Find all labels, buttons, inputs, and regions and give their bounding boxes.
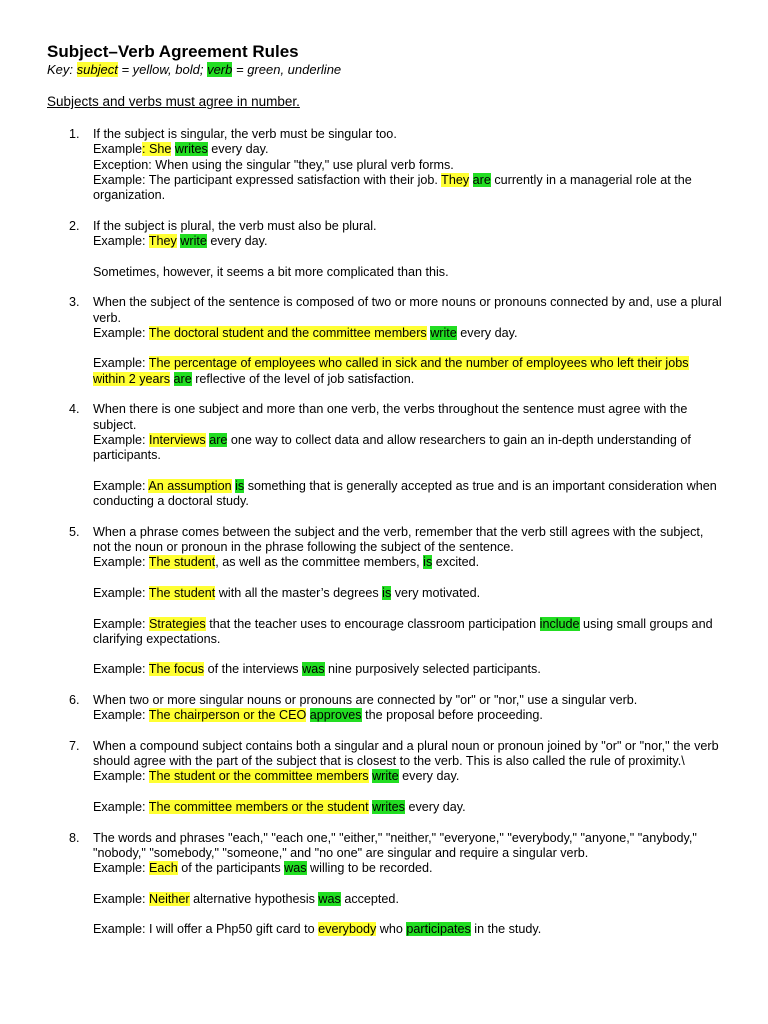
rule-spacer	[47, 280, 737, 295]
paragraph-spacer	[93, 785, 723, 800]
text-segment: with all the master’s degrees	[215, 585, 383, 600]
text-segment: , as well as the committee members,	[215, 555, 424, 570]
key-verb-sample: verb	[207, 62, 233, 77]
text-segment: every day.	[456, 325, 518, 340]
text-segment: Example:	[93, 616, 149, 631]
highlighted-verb: write	[180, 234, 207, 249]
rule-paragraph	[93, 479, 723, 510]
key-middle: = yellow, bold;	[117, 62, 208, 77]
text-segment: willing to be recorded.	[306, 861, 433, 876]
rule-item	[69, 524, 723, 678]
text-segment: Example	[93, 142, 142, 157]
rule-paragraph	[93, 402, 723, 433]
text-segment: Example:	[93, 585, 149, 600]
rule-spacer	[47, 678, 737, 693]
rule-spacer	[47, 203, 737, 218]
text-segment: Example:	[93, 800, 149, 815]
text-segment: Example:	[93, 432, 149, 447]
highlighted-verb: write	[430, 325, 457, 340]
text-segment: using small groups and clarifying expectations.	[93, 616, 713, 646]
text-segment: Example:	[93, 891, 149, 906]
text-segment: Example:	[93, 356, 149, 371]
text-segment: alternative hypothesis	[189, 891, 319, 906]
paragraph-spacer	[93, 571, 723, 586]
rule-number: 3.	[69, 295, 80, 310]
text-segment: Example: The participant expressed satisfaction with their job.	[93, 172, 442, 187]
highlighted-verb: are	[173, 371, 192, 386]
document-page	[47, 42, 737, 938]
text-segment: When a compound subject contains both a singular and a plural noun or pronoun joined by "or" or "nor," the verb should agree with the part of the subject that is closest to the verb. This is also called the rule of proximity.\	[93, 738, 719, 769]
rule-paragraph	[93, 892, 723, 907]
text-segment: When there is one subject and more than one verb, the verbs throughout the sentence must agree with the subject.	[93, 402, 688, 432]
highlighted-subject: The percentage of employees who called in sick and the number of employees who left their jobs within 2 years	[93, 356, 689, 386]
highlighted-subject: The student	[148, 585, 216, 600]
highlighted-subject: Interviews	[149, 432, 206, 447]
text-segment	[170, 372, 174, 386]
text-segment: nine purposively selected participants.	[324, 662, 541, 677]
text-segment: something that is generally accepted as true and is an important consideration when conducting a doctoral study.	[93, 478, 717, 509]
highlighted-subject: The chairperson or the CEO	[148, 708, 307, 723]
text-segment: every day.	[398, 769, 460, 784]
rule-paragraph	[93, 219, 723, 234]
highlighted-verb: write	[372, 769, 399, 784]
highlighted-verb: are	[472, 172, 491, 187]
text-segment: very motivated.	[391, 585, 481, 600]
text-segment: Sometimes, however, it seems a bit more complicated than this.	[93, 264, 449, 279]
highlighted-subject: everybody	[318, 922, 377, 937]
text-segment: in the study.	[470, 922, 542, 937]
rule-paragraph	[93, 922, 723, 937]
key-prefix: Key:	[47, 62, 77, 77]
text-segment: Example:	[93, 555, 149, 570]
highlighted-verb: are	[209, 432, 228, 447]
text-segment: reflective of the level of job satisfaction.	[191, 371, 415, 386]
rule-paragraph	[93, 142, 723, 157]
highlighted-subject: They	[148, 234, 177, 249]
key-suffix: = green, underline	[232, 62, 342, 77]
highlighted-verb: approves	[309, 708, 362, 723]
highlighted-verb: writes	[174, 142, 208, 157]
text-segment: Example:	[93, 234, 149, 249]
rule-spacer	[47, 387, 737, 402]
text-segment: excited.	[432, 555, 480, 570]
rule-paragraph	[93, 693, 723, 708]
rule-number: 5.	[69, 524, 80, 539]
text-segment: When the subject of the sentence is composed of two or more nouns or pronouns connected by and, use a plural verb.	[93, 295, 722, 325]
text-segment: Example:	[93, 861, 149, 876]
highlighted-subject: Each	[149, 861, 178, 876]
rule-item	[69, 218, 723, 280]
highlighted-subject: The doctoral student and the committee members	[148, 325, 427, 340]
text-segment: accepted.	[340, 891, 399, 906]
rule-spacer	[47, 815, 737, 830]
highlighted-subject: The student or the committee members	[148, 769, 369, 784]
text-segment: every day.	[404, 800, 466, 815]
paragraph-spacer	[93, 341, 723, 356]
text-segment: Example: I will offer a Php50 gift card to	[93, 922, 319, 937]
rule-spacer	[47, 509, 737, 524]
highlighted-verb: writes	[372, 800, 405, 815]
text-segment: that the teacher uses to encourage classroom participation	[205, 616, 540, 631]
rule-paragraph	[93, 127, 723, 142]
highlighted-subject: The committee members or the student	[148, 800, 369, 815]
text-segment: the proposal before proceeding.	[361, 708, 543, 723]
text-segment: When a phrase comes between the subject and the verb, remember that the verb still agrees with the subject, not the noun or pronoun in the phrase following the subject of the sentence.	[93, 524, 704, 555]
rule-item	[69, 692, 723, 724]
rule-paragraph	[93, 617, 723, 648]
highlighted-verb: is	[382, 585, 392, 600]
highlighted-subject: : She	[142, 142, 172, 157]
rule-number: 7.	[69, 738, 80, 753]
rule-paragraph	[93, 800, 723, 815]
text-segment: of the participants	[177, 861, 285, 876]
highlighted-subject: Neither	[149, 891, 190, 906]
key-subject-sample: subject	[76, 62, 118, 77]
paragraph-spacer	[93, 601, 723, 616]
rule-paragraph	[93, 326, 723, 341]
text-segment: who	[376, 922, 407, 937]
text-segment: Example:	[93, 478, 149, 493]
highlighted-verb: is	[235, 478, 245, 493]
paragraph-spacer	[93, 464, 723, 479]
color-key	[47, 62, 737, 78]
highlighted-subject: An assumption	[148, 478, 232, 493]
highlighted-verb: was	[318, 891, 341, 906]
text-segment: The words and phrases "each," "each one," "either," "neither," "everyone," "everybody," "anyone," "anybody," "nobody," "somebody," "someone," and "no one" are singular and require a singular verb.	[93, 830, 697, 860]
text-segment: Example:	[93, 325, 149, 340]
highlighted-verb: include	[539, 616, 580, 631]
rule-paragraph	[93, 708, 723, 723]
paragraph-spacer	[93, 249, 723, 264]
rules-list	[47, 127, 737, 938]
section-heading: Subjects and verbs must agree in number.	[47, 94, 300, 109]
rule-number: 4.	[69, 402, 80, 417]
rule-paragraph	[93, 433, 723, 464]
text-segment: Exception: When using the singular "they," use plural verb forms.	[93, 157, 454, 172]
highlighted-subject: They	[441, 172, 470, 187]
rule-number: 8.	[69, 830, 80, 845]
paragraph-spacer	[93, 647, 723, 662]
rule-paragraph	[93, 525, 723, 556]
rule-paragraph	[93, 234, 723, 249]
rule-spacer	[47, 724, 737, 739]
text-segment: every day.	[206, 234, 268, 249]
rule-item	[69, 295, 723, 387]
rule-paragraph	[93, 158, 723, 173]
text-segment: Example:	[93, 769, 149, 784]
text-segment: When two or more singular nouns or pronouns are connected by "or" or "nor," use a singular verb.	[93, 692, 638, 707]
text-segment: of the interviews	[204, 662, 303, 677]
paragraph-spacer	[93, 877, 723, 892]
text-segment: Example:	[93, 708, 149, 723]
rule-paragraph	[93, 555, 723, 570]
rule-paragraph	[93, 586, 723, 601]
rule-item	[69, 738, 723, 815]
rule-item	[69, 830, 723, 938]
rule-paragraph	[93, 356, 723, 387]
paragraph-spacer	[93, 907, 723, 922]
document-title: Subject–Verb Agreement Rules	[47, 42, 299, 61]
highlighted-verb: participates	[406, 922, 471, 937]
rule-paragraph	[93, 831, 723, 862]
rule-paragraph	[93, 662, 723, 677]
highlighted-subject: The focus	[148, 662, 205, 677]
rule-number: 6.	[69, 692, 80, 707]
rule-paragraph	[93, 295, 723, 326]
text-segment: Example:	[93, 662, 149, 677]
text-segment: every day.	[207, 142, 269, 157]
rule-number: 2.	[69, 218, 80, 233]
text-segment: If the subject is plural, the verb must also be plural.	[93, 218, 377, 233]
rule-number: 1.	[69, 127, 80, 141]
highlighted-verb: was	[284, 861, 307, 876]
highlighted-subject: The student	[148, 555, 216, 570]
rule-paragraph	[93, 861, 723, 876]
text-segment: If the subject is singular, the verb must be singular too.	[93, 127, 397, 141]
rule-item	[69, 402, 723, 509]
rule-paragraph	[93, 265, 723, 280]
text-segment: currently in a managerial role at the organization.	[93, 172, 692, 203]
rule-item	[69, 127, 723, 203]
highlighted-verb: is	[423, 555, 433, 570]
text-segment: one way to collect data and allow researchers to gain an in-depth understanding of participants.	[93, 432, 691, 463]
highlighted-subject: Strategies	[149, 616, 206, 631]
rule-paragraph	[93, 173, 723, 204]
rule-paragraph	[93, 739, 723, 770]
highlighted-verb: was	[302, 662, 325, 677]
rule-paragraph	[93, 769, 723, 784]
